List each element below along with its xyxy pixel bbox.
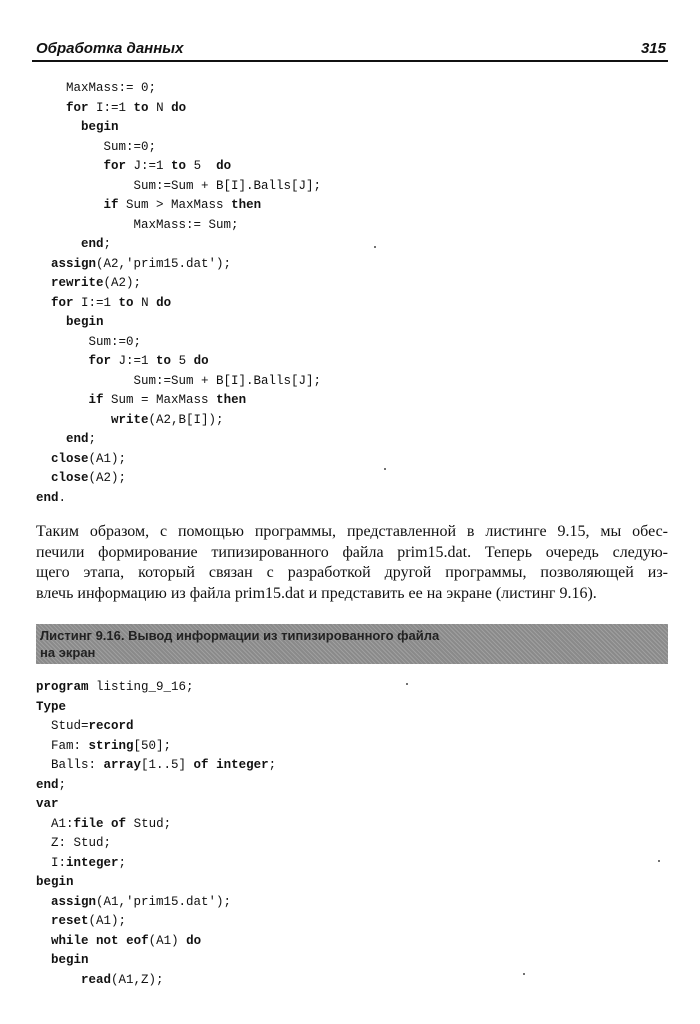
code-text: listing_9_16; <box>88 680 194 694</box>
code-keyword: array <box>103 758 142 772</box>
code-line <box>36 469 321 489</box>
code-line <box>36 313 321 333</box>
page-number: 315 <box>640 40 666 57</box>
code-text <box>104 817 112 831</box>
code-text <box>36 452 51 466</box>
code-keyword: of <box>111 816 127 831</box>
code-text: J:=1 <box>126 159 172 173</box>
code-keyword: begin <box>36 875 74 889</box>
code-line <box>36 352 321 372</box>
code-text: Z: Stud; <box>36 836 112 850</box>
code-line <box>36 932 276 952</box>
code-text: N <box>148 100 172 115</box>
code-line <box>36 157 321 177</box>
code-text: Balls: <box>36 758 104 772</box>
code-keyword: for <box>66 100 89 115</box>
code-text: I:=1 <box>73 295 119 310</box>
code-keyword: eof <box>126 933 149 948</box>
code-line <box>36 912 276 932</box>
code-keyword: string <box>88 738 134 753</box>
code-text: (A1); <box>88 914 127 928</box>
code-keyword: begin <box>66 315 104 329</box>
code-line <box>36 216 321 236</box>
code-text: (A2,B[I]); <box>148 412 224 427</box>
code-line <box>36 893 276 913</box>
code-keyword: end <box>36 490 59 505</box>
code-line <box>36 698 276 718</box>
code-text <box>36 198 104 212</box>
code-text: MaxMass:= Sum; <box>36 217 239 232</box>
code-text: ; <box>88 432 97 446</box>
code-text: I:=1 <box>88 100 134 115</box>
code-text: A1: <box>36 816 74 831</box>
code-keyword: to <box>171 159 187 173</box>
code-text: ; <box>118 855 127 870</box>
code-keyword: to <box>118 295 134 310</box>
code-keyword: do <box>186 933 202 948</box>
code-text <box>36 120 81 134</box>
code-text <box>36 973 81 987</box>
code-line <box>36 756 276 776</box>
code-listing-9-15-tail <box>36 79 321 508</box>
paragraph-line: щего этапа, который связан с разработкой другой программы, позволяющей из- <box>36 564 668 581</box>
code-text: 5 <box>171 354 194 368</box>
paragraph-line: печили формирование типизированного файла prim15.dat. Теперь очередь следую- <box>36 543 668 561</box>
code-text: Stud; <box>126 816 172 831</box>
code-keyword: do <box>171 100 187 115</box>
code-text <box>36 914 51 928</box>
code-text: Sum > MaxMass <box>118 198 232 212</box>
code-text <box>89 934 97 948</box>
code-line <box>36 294 321 314</box>
code-keyword: assign <box>51 256 97 271</box>
code-keyword: do <box>216 159 232 173</box>
code-text: [1..5] <box>141 758 194 772</box>
code-text: Sum:=Sum + B[I].Balls[J]; <box>36 178 322 193</box>
code-text: N <box>133 295 157 310</box>
code-keyword: end <box>81 237 104 251</box>
code-line <box>36 951 276 971</box>
code-line <box>36 815 276 835</box>
code-keyword: for <box>88 354 112 368</box>
code-keyword: Type <box>36 699 67 714</box>
code-text: (A1) <box>148 933 187 948</box>
code-line <box>36 489 321 509</box>
code-keyword: for <box>51 295 74 310</box>
code-line <box>36 795 276 815</box>
code-text <box>36 413 111 427</box>
code-keyword: close <box>51 471 89 485</box>
code-text: (A1,'prim15.dat'); <box>96 894 232 909</box>
code-line <box>36 717 276 737</box>
code-line <box>36 854 276 874</box>
paragraph-line: влечь информацию из файла prim15.dat и представить ее на экране (листинг 9.16). <box>36 584 597 602</box>
code-text <box>36 159 104 173</box>
code-line <box>36 138 321 158</box>
code-keyword: var <box>36 797 59 811</box>
code-keyword: do <box>193 354 209 368</box>
code-line <box>36 737 276 757</box>
code-text <box>36 257 51 271</box>
code-text: I: <box>36 855 67 870</box>
code-keyword: of <box>193 758 209 772</box>
code-listing-9-16 <box>36 678 276 990</box>
scan-speck <box>658 860 660 862</box>
code-text: Sum = MaxMass <box>103 393 217 407</box>
code-line <box>36 971 276 991</box>
code-text: (A1); <box>88 451 127 466</box>
code-keyword: file <box>73 816 104 831</box>
code-keyword: to <box>156 354 172 368</box>
chapter-title: Обработка данных <box>36 40 184 57</box>
code-text <box>36 393 89 407</box>
code-keyword: record <box>88 719 134 733</box>
code-keyword: program <box>36 680 89 694</box>
running-header <box>32 38 668 62</box>
code-keyword: if <box>103 198 119 212</box>
code-line <box>36 235 321 255</box>
code-text: Sum:=0; <box>36 139 157 154</box>
code-line <box>36 873 276 893</box>
code-text <box>36 276 51 290</box>
code-line <box>36 118 321 138</box>
code-keyword: begin <box>51 953 89 967</box>
code-keyword: while <box>51 933 89 948</box>
listing-caption <box>40 627 510 661</box>
code-text <box>36 953 51 967</box>
code-keyword: end <box>66 432 89 446</box>
code-text: 5 <box>186 159 217 173</box>
code-text: (A2); <box>103 276 142 290</box>
code-line <box>36 391 321 411</box>
code-text <box>36 432 66 446</box>
code-line <box>36 411 321 431</box>
code-keyword: do <box>156 295 172 310</box>
body-paragraph <box>36 522 668 604</box>
code-line <box>36 678 276 698</box>
paragraph-line: Таким образом, с помощью программы, представленной в листинге 9.15, мы обес- <box>36 523 668 540</box>
code-line <box>36 274 321 294</box>
code-keyword: then <box>216 393 247 407</box>
code-keyword: end <box>36 777 59 792</box>
code-text: (A2,'prim15.dat'); <box>96 256 232 271</box>
code-keyword: begin <box>81 120 119 134</box>
scan-speck <box>406 683 408 685</box>
code-line <box>36 79 321 99</box>
code-text: Stud= <box>36 719 89 733</box>
code-keyword: close <box>51 451 89 466</box>
code-text <box>36 101 66 115</box>
code-text: Fam: <box>36 738 89 753</box>
code-line <box>36 430 321 450</box>
code-keyword: not <box>96 933 119 948</box>
code-text: ; <box>58 777 67 792</box>
code-text <box>36 237 81 251</box>
code-keyword: rewrite <box>51 276 104 290</box>
listing-caption-box <box>36 624 668 664</box>
code-text <box>36 934 51 948</box>
code-text <box>36 895 51 909</box>
code-keyword: read <box>81 972 112 987</box>
code-text <box>36 471 51 485</box>
scan-speck <box>523 973 525 975</box>
code-text <box>36 354 89 368</box>
code-keyword: integer <box>216 758 269 772</box>
code-text <box>36 315 66 329</box>
code-text <box>36 296 51 310</box>
code-keyword: for <box>103 159 127 173</box>
code-text <box>209 758 217 772</box>
code-text: Sum:=0; <box>36 334 142 349</box>
code-line <box>36 99 321 119</box>
code-text: (A2); <box>88 471 127 485</box>
scan-speck <box>374 246 376 248</box>
code-keyword: to <box>133 100 149 115</box>
code-keyword: if <box>88 393 104 407</box>
code-line <box>36 834 276 854</box>
code-keyword: assign <box>51 894 97 909</box>
code-line <box>36 196 321 216</box>
code-line <box>36 177 321 197</box>
code-line <box>36 776 276 796</box>
scan-speck <box>384 468 386 470</box>
code-line <box>36 450 321 470</box>
code-text: . <box>58 490 67 505</box>
code-text: MaxMass:= 0; <box>36 81 157 95</box>
code-line <box>36 333 321 353</box>
listing-caption-line: на экран <box>40 645 96 660</box>
code-text: ; <box>103 237 112 251</box>
code-text: ; <box>268 758 277 772</box>
code-keyword: reset <box>51 914 89 928</box>
code-text <box>119 934 127 948</box>
code-keyword: then <box>231 198 262 212</box>
code-text: J:=1 <box>111 354 157 368</box>
listing-caption-line: Листинг 9.16. Вывод информации из типизированного файла <box>40 628 440 643</box>
code-line <box>36 372 321 392</box>
code-text: [50]; <box>133 738 172 753</box>
code-line <box>36 255 321 275</box>
code-text: (A1,Z); <box>111 972 164 987</box>
code-text: Sum:=Sum + B[I].Balls[J]; <box>36 373 322 388</box>
code-keyword: write <box>111 412 149 427</box>
code-keyword: integer <box>66 855 119 870</box>
